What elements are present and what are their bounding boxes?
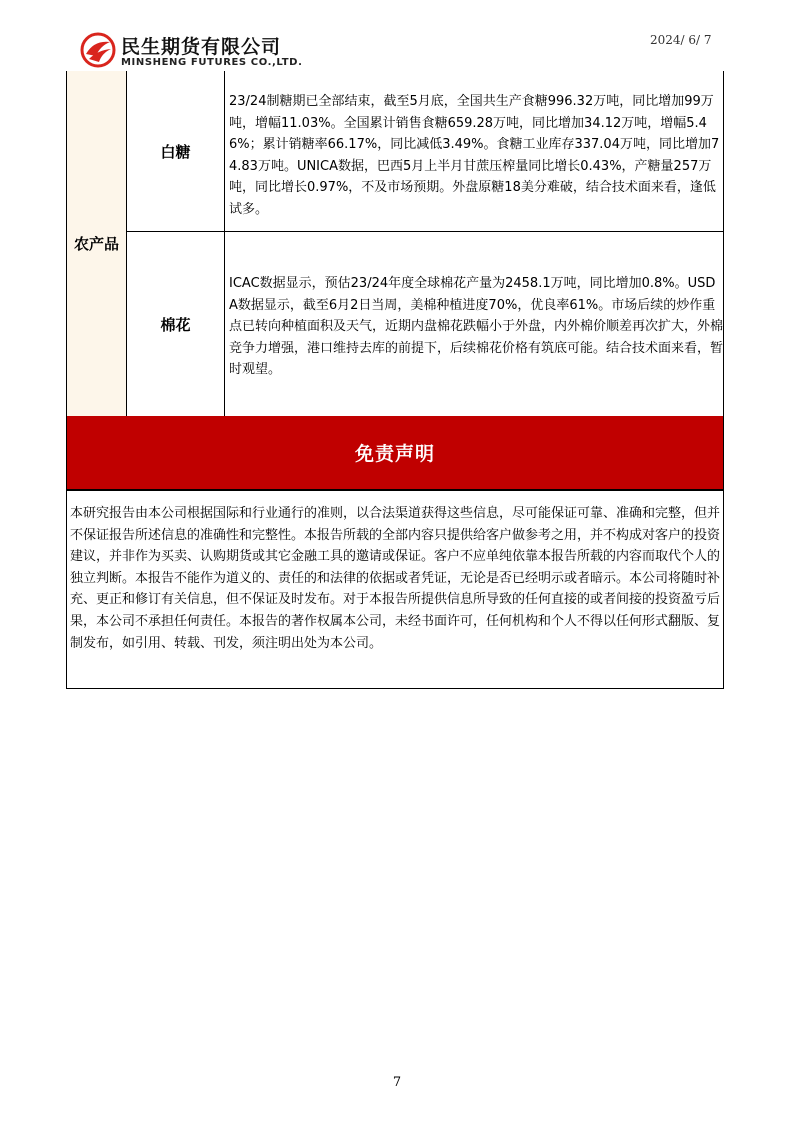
item-text-cotton: ICAC数据显示，预估23/24年度全球棉花产量为2458.1万吨，同比增加0.8%。USDA数据显示，截至6月2日当周，美棉种植进度70%，优良率61%。市场后续的炒作重点已转向种植面积及天气，近期内盘棉花跌幅小于外盘，内外棉价顺差再次扩大，外棉竞争力增强，港口维持去库的前提下，后续棉花价格有筑底可能。结合技术面来看，暂时观望。: [229, 276, 724, 378]
item-text-sugar: 23/24制糖期已全部结束，截至5月底，全国共生产食糖996.32万吨，同比增加99万吨，增幅11.03%。全国累计销售食糖659.28万吨，同比增加34.12万吨，增幅5.46%；累计销糖率66.17%，同比减低3.49%。食糖工业库存337.04万吨，同比增加74.83万吨。UNICA数据，巴西5月上半月甘蔗压榨量同比增长0.43%，产糖量257万吨，同比增长0.97%，不及市场预期。外盘原糖18美分难破，结合技术面来看，逢低试多。: [229, 94, 720, 217]
company-name-cn: 民生期货有限公司: [121, 36, 282, 58]
disclaimer-title: 免责声明: [67, 416, 723, 491]
divider: [224, 71, 225, 416]
page-number: 7: [392, 1075, 402, 1090]
minsheng-logo-icon: [80, 32, 116, 68]
report-table: [66, 71, 724, 689]
category-cell: 农产品: [67, 71, 126, 416]
company-name-en: MINSHENG FUTURES CO.,LTD.: [121, 57, 303, 68]
report-date: 2024/ 6/ 7: [650, 33, 712, 47]
item-cell-cotton: 棉花: [160, 315, 191, 334]
item-cell-sugar: 白糖: [160, 142, 191, 161]
disclaimer-text: 本研究报告由本公司根据国际和行业通行的准则，以合法渠道获得这些信息，尽可能保证可靠、准确和完整，但并不保证报告所述信息的准确性和完整性。本报告所载的全部内容只提供给客户做参考之用，并不构成对客户的投资建议，并非作为买卖、认购期货或其它金融工具的邀请或保证。客户不应单纯依靠本报告所载的内容而取代个人的独立判断。本报告不能作为道义的、责任的和法律的依据或者凭证，无论是否已经明示或者暗示。本公司将随时补充、更正和修订有关信息，但不保证及时发布。对于本报告所提供信息所导致的任何直接的或者间接的投资盈亏后果，本公司不承担任何责任。本报告的著作权属本公司，未经书面许可，任何机构和个人不得以任何形式翻版、复制发布，如引用、转载、刊发，须注明出处为本公司。: [70, 506, 721, 651]
page-header: [0, 0, 794, 72]
